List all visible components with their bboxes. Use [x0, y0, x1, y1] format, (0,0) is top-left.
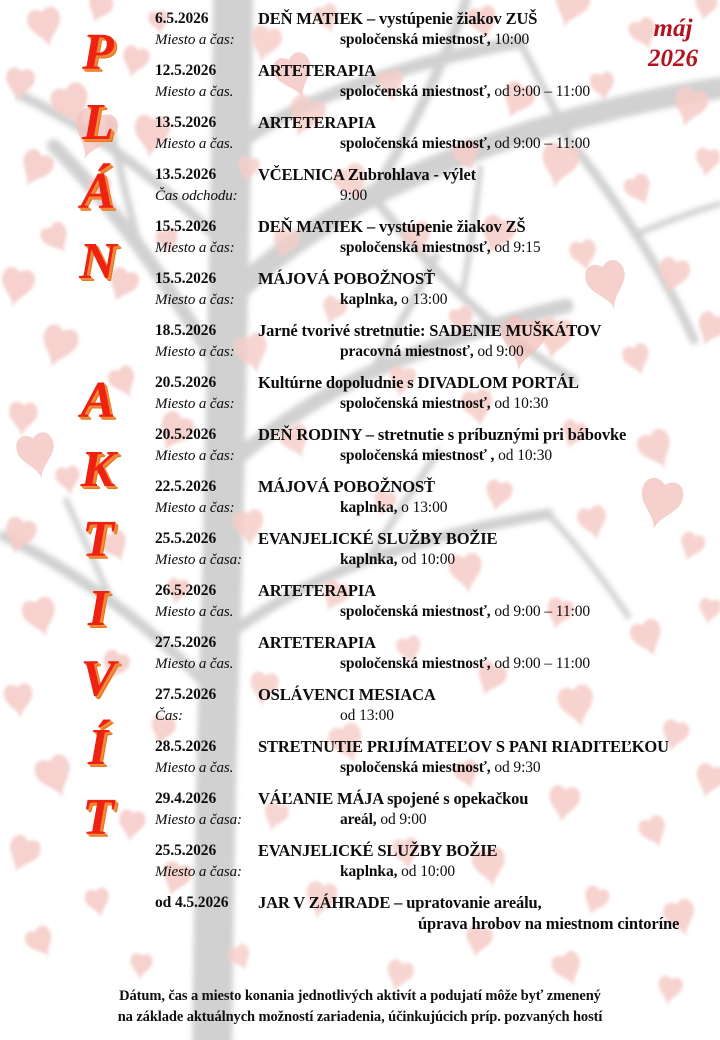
title-letter: L [82, 93, 114, 151]
event-detail-label: Miesto a čas. [155, 656, 234, 672]
event-title: Kultúrne dopoludnie s DIVADLOM PORTÁL [258, 373, 579, 392]
disclaimer-line-1: Dátum, čas a miesto konania jednotlivých aktivít a podujatí môže byť zmenený [119, 988, 601, 1004]
event-title: MÁJOVÁ POBOŽNOSŤ [258, 269, 435, 288]
event-date: 15.5.2026 [155, 270, 217, 287]
event-venue-time: kaplnka, o 13:00 [340, 291, 448, 308]
event-title: DEŇ RODINY – stretnutie s príbuznými pri bábovke [258, 425, 627, 444]
event-venue-time: spoločenská miestnosť, od 9:15 [340, 239, 541, 256]
event-venue-time: od 13:00 [340, 707, 394, 724]
event-detail-label: Miesto a čas: [155, 500, 235, 516]
event-detail-label: Miesto a časa: [155, 812, 242, 828]
event-venue-time: spoločenská miestnosť, 10:00 [340, 31, 530, 48]
event-venue-time: kaplnka, od 10:00 [340, 551, 456, 568]
title-letter-spacer [52, 296, 144, 366]
event-venue-time: pracovná miestnosť, od 9:00 [340, 343, 524, 360]
event-venue-time: 9:00 [340, 187, 368, 204]
event-title: ARTETERAPIA [258, 633, 376, 652]
title-letter: A [80, 371, 116, 429]
event-date: 26.5.2026 [155, 582, 217, 599]
event-date: 20.5.2026 [155, 374, 217, 391]
event-detail-label: Miesto a čas: [155, 448, 235, 464]
event-title: EVANJELICKÉ SLUŽBY BOŽIE [258, 841, 498, 860]
event-detail-label: Čas: [155, 708, 183, 724]
event-title: ARTETERAPIA [258, 61, 376, 80]
event-date: 28.5.2026 [155, 738, 217, 755]
event-date: 25.5.2026 [155, 842, 217, 859]
title-letter: T [82, 788, 114, 846]
event-date: 29.4.2026 [155, 790, 217, 807]
event-detail-label: Miesto a čas. [155, 760, 234, 776]
event-date: 22.5.2026 [155, 478, 217, 495]
month-label: máj [653, 15, 693, 42]
event-venue-time: spoločenská miestnosť, od 9:00 – 11:00 [340, 655, 591, 672]
event-title: JAR V ZÁHRADE – upratovanie areálu, [258, 893, 542, 912]
title-letter: Í [87, 719, 109, 776]
event-detail-label: Čas odchodu: [155, 188, 238, 204]
event-date: 13.5.2026 [155, 166, 217, 183]
event-date: od 4.5.2026 [155, 894, 229, 911]
event-title: OSLÁVENCI MESIACA [258, 685, 436, 704]
event-date: 20.5.2026 [155, 426, 217, 443]
title-letter: P [82, 24, 114, 81]
event-date: 13.5.2026 [155, 114, 217, 131]
year-label: 2026 [648, 44, 698, 72]
event-date: 25.5.2026 [155, 530, 217, 547]
event-date: 27.5.2026 [155, 686, 217, 703]
event-venue-time: spoločenská miestnosť, od 9:00 – 11:00 [340, 603, 591, 620]
disclaimer-line-2: na základe aktuálnych možností zariadenia, účinkujúcich príp. pozvaných hostí [117, 1009, 603, 1025]
vertical-poster-title [52, 18, 144, 852]
event-title: DEŇ MATIEK – vystúpenie žiakov ZUŠ [258, 9, 538, 28]
event-title: VÁĽANIE MÁJA spojené s opekačkou [258, 789, 529, 808]
event-detail-label: Miesto a čas. [155, 136, 234, 152]
schedule-row [0, 892, 720, 935]
event-date: 15.5.2026 [155, 218, 217, 235]
event-date: 27.5.2026 [155, 634, 217, 651]
event-date: 12.5.2026 [155, 62, 217, 79]
event-venue-time: spoločenská miestnosť, od 9:00 – 11:00 [340, 135, 591, 152]
event-detail-label: Miesto a čas: [155, 396, 235, 412]
disclaimer-note [0, 986, 720, 1028]
event-detail-label: Miesto a čas: [155, 344, 235, 360]
event-title: EVANJELICKÉ SLUŽBY BOŽIE [258, 529, 498, 548]
title-letter: V [80, 649, 116, 707]
event-venue-time: areál, od 9:00 [340, 811, 427, 828]
event-venue-time: kaplnka, od 10:00 [340, 863, 456, 880]
title-letter: N [79, 232, 117, 290]
event-venue-time: spoločenská miestnosť, od 9:30 [340, 759, 541, 776]
title-letter: I [87, 580, 109, 637]
event-title: Jarné tvorivé stretnutie: SADENIE MUŠKÁTOV [258, 321, 602, 340]
event-detail-label: Miesto a časa: [155, 864, 242, 880]
month-year-heading [648, 14, 698, 73]
event-title-continuation: úprava hrobov na miestnom cintoríne [418, 914, 680, 933]
event-venue-time: spoločenská miestnosť , od 10:30 [340, 447, 553, 464]
event-title: VČELNICA Zubrohlava - výlet [258, 165, 476, 184]
title-letter: T [82, 510, 114, 568]
title-letter: K [80, 441, 116, 498]
event-title: STRETNUTIE PRIJÍMATEĽOV S PANI RIADITEĽKOU [258, 737, 669, 756]
event-title: ARTETERAPIA [258, 581, 376, 600]
title-letter: Á [80, 163, 116, 220]
event-detail-label: Miesto a čas. [155, 604, 234, 620]
event-title: DEŇ MATIEK – vystúpenie žiakov ZŠ [258, 217, 526, 236]
event-title: ARTETERAPIA [258, 113, 376, 132]
event-venue-time: spoločenská miestnosť, od 10:30 [340, 395, 549, 412]
event-detail-label: Miesto a čas: [155, 240, 235, 256]
event-detail-label: Miesto a časa: [155, 552, 242, 568]
event-date: 6.5.2026 [155, 10, 209, 27]
event-detail-label: Miesto a čas: [155, 292, 235, 308]
event-venue-time: spoločenská miestnosť, od 9:00 – 11:00 [340, 83, 591, 100]
event-detail-label: Miesto a čas: [155, 32, 235, 48]
event-detail-label: Miesto a čas. [155, 84, 234, 100]
event-date: 18.5.2026 [155, 322, 217, 339]
event-title: MÁJOVÁ POBOŽNOSŤ [258, 477, 435, 496]
event-venue-time: kaplnka, o 13:00 [340, 499, 448, 516]
